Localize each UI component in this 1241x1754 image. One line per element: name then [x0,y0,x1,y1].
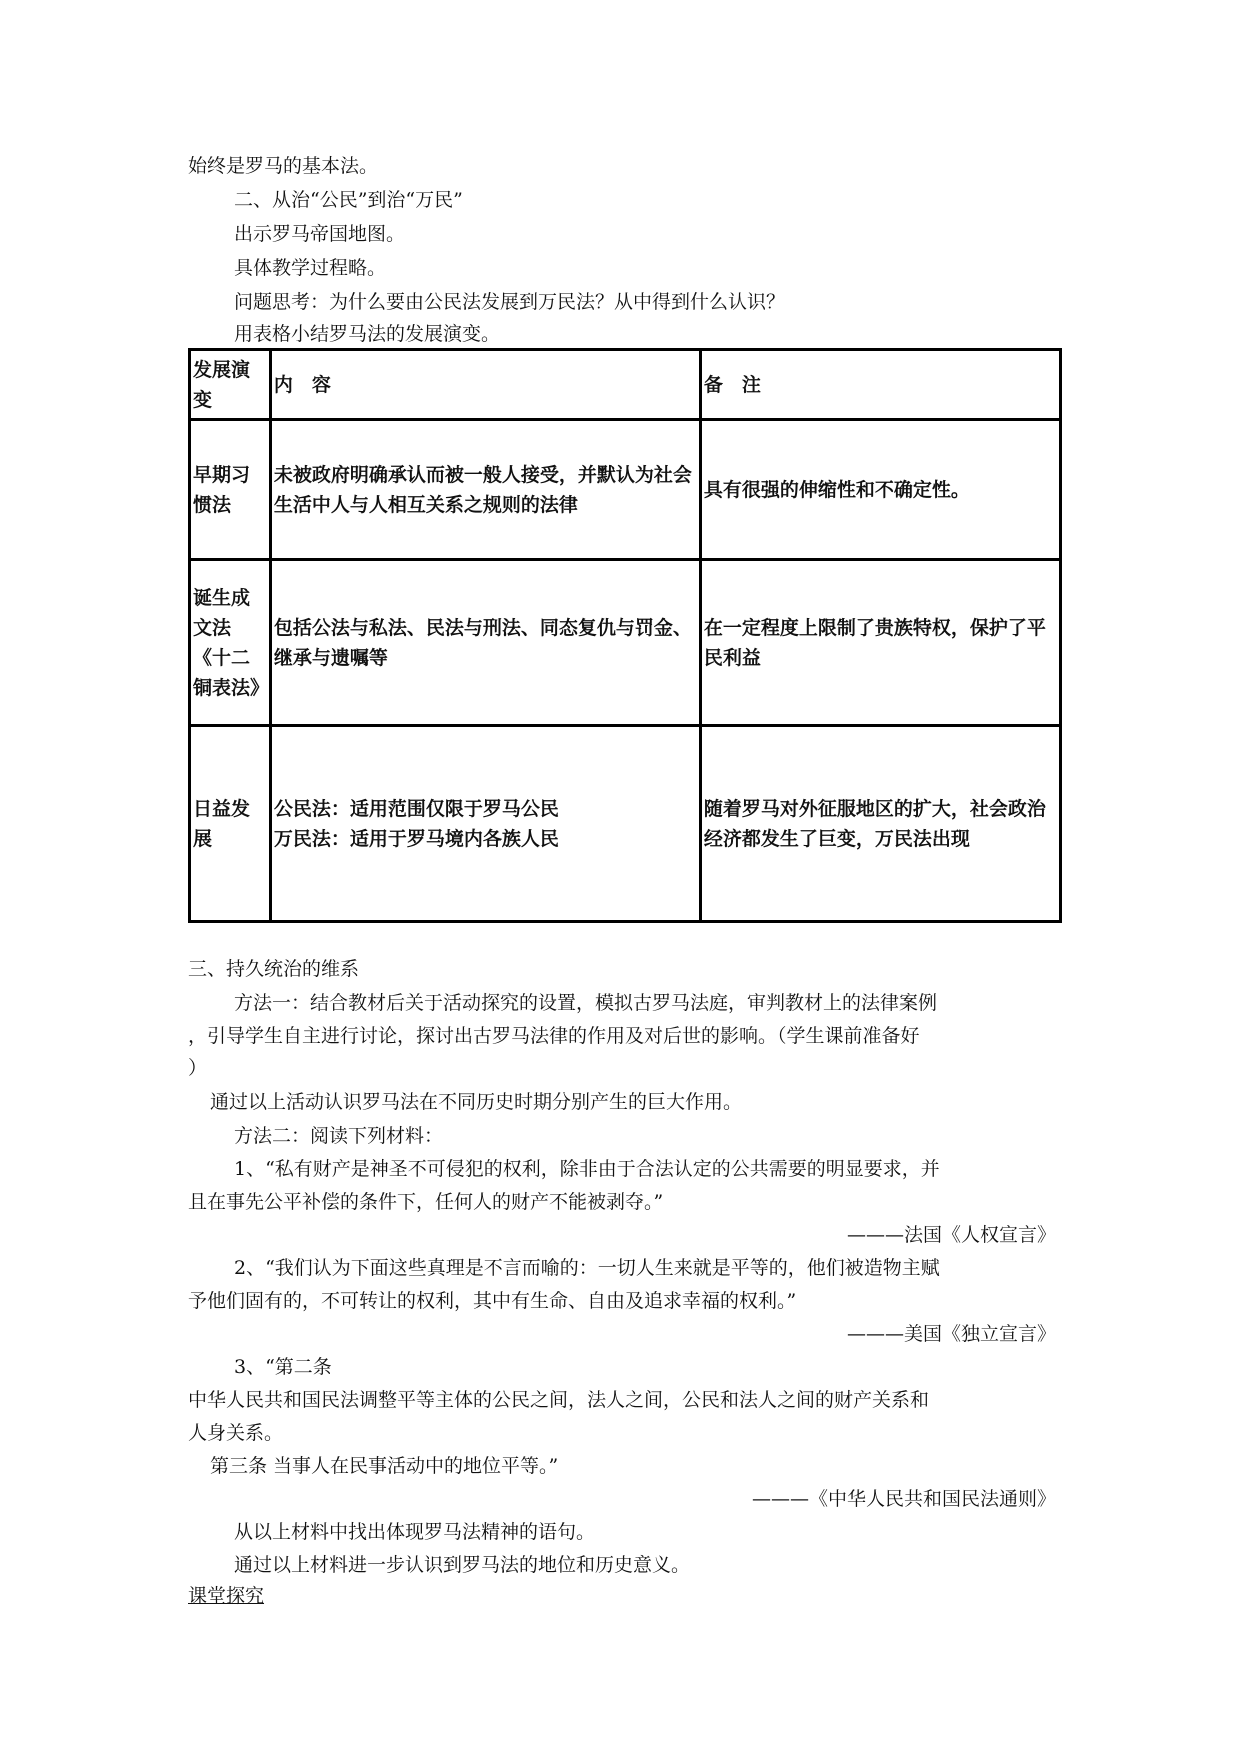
material-2-line: 予他们固有的，不可转让的权利，其中有生命、自由及追求幸福的权利。” [188,1290,797,1312]
material-3-line: 3、“第二条 [234,1356,332,1378]
section-heading-2: 二、从治“公民”到治“万民” [234,189,463,211]
table-row [190,420,1061,560]
method-two-line: 方法二：阅读下列材料： [234,1125,444,1147]
method-one-line: 方法一：结合教材后关于活动探究的设置，模拟古罗马法庭，审判教材上的法律案例 [234,992,938,1014]
table-header-row [190,350,1061,420]
note-cell: 具有很强的伸缩性和不确定性。 [700,420,1060,560]
material-1-source: ———法国《人权宣言》 [846,1224,1056,1246]
text-line: 出示罗马帝国地图。 [234,223,406,245]
note-cell: 在一定程度上限制了贵族特权，保护了平民利益 [700,560,1060,726]
method-one-line: ） [188,1057,208,1079]
summary-line: 通过以上活动认识罗马法在不同历史时期分别产生的巨大作用。 [210,1091,743,1113]
content-text: 公民法：适用范围仅限于罗马公民 万民法：适用于罗马境内各族人民 [273,797,559,850]
question-line: 问题思考：为什么要由公民法发展到万民法？从中得到什么认识？ [234,291,786,313]
roman-law-table [188,348,1062,923]
stage-cell: 早期习惯法 [190,420,271,560]
header-cell: 备 注 [700,350,1060,420]
text-line: 通过以上材料进一步认识到罗马法的地位和历史意义。 [234,1554,691,1576]
material-2-line: 2、“我们认为下面这些真理是不言而喻的：一切人生来就是平等的，他们被造物主赋 [234,1257,940,1279]
text-line: 从以上材料中找出体现罗马法精神的语句。 [234,1521,596,1543]
material-3-line: 第三条 当事人在民事活动中的地位平等。” [210,1455,559,1477]
section-heading-3: 三、持久统治的维系 [188,958,360,980]
table-row [190,560,1061,726]
note-cell: 随着罗马对外征服地区的扩大，社会政治经济都发生了巨变，万民法出现 [700,726,1060,922]
material-3-source: ———《中华人民共和国民法通则》 [751,1488,1056,1510]
content-cell: 包括公法与私法、民法与刑法、同态复仇与罚金、继承与遗嘱等 [270,560,700,726]
text-line: 始终是罗马的基本法。 [188,155,379,177]
text-line: 用表格小结罗马法的发展演变。 [234,323,501,345]
content-cell: 未被政府明确承认而被一般人接受，并默认为社会生活中人与人相互关系之规则的法律 [270,420,700,560]
material-3-line: 中华人民共和国民法调整平等主体的公民之间，法人之间，公民和法人之间的财产关系和 [188,1389,930,1411]
header-cell: 内 容 [270,350,700,420]
table-row [190,726,1061,922]
material-1-line: 且在事先公平补偿的条件下，任何人的财产不能被剥夺。” [188,1191,664,1213]
material-3-line: 人身关系。 [188,1422,284,1444]
content-cell [270,726,700,922]
material-2-source: ———美国《独立宣言》 [846,1323,1056,1345]
header-cell: 发展演变 [190,350,271,420]
method-one-line: ，引导学生自主进行讨论，探讨出古罗马法律的作用及对后世的影响。（学生课前准备好 [188,1025,920,1047]
classroom-inquiry-link[interactable]: 课堂探究 [188,1585,265,1607]
stage-cell: 诞生成文法《十二铜表法》 [190,560,271,726]
material-1-line: 1、“私有财产是神圣不可侵犯的权利，除非由于合法认定的公共需要的明显要求，并 [234,1158,940,1180]
stage-cell: 日益发展 [190,726,271,922]
text-line: 具体教学过程略。 [234,257,387,279]
